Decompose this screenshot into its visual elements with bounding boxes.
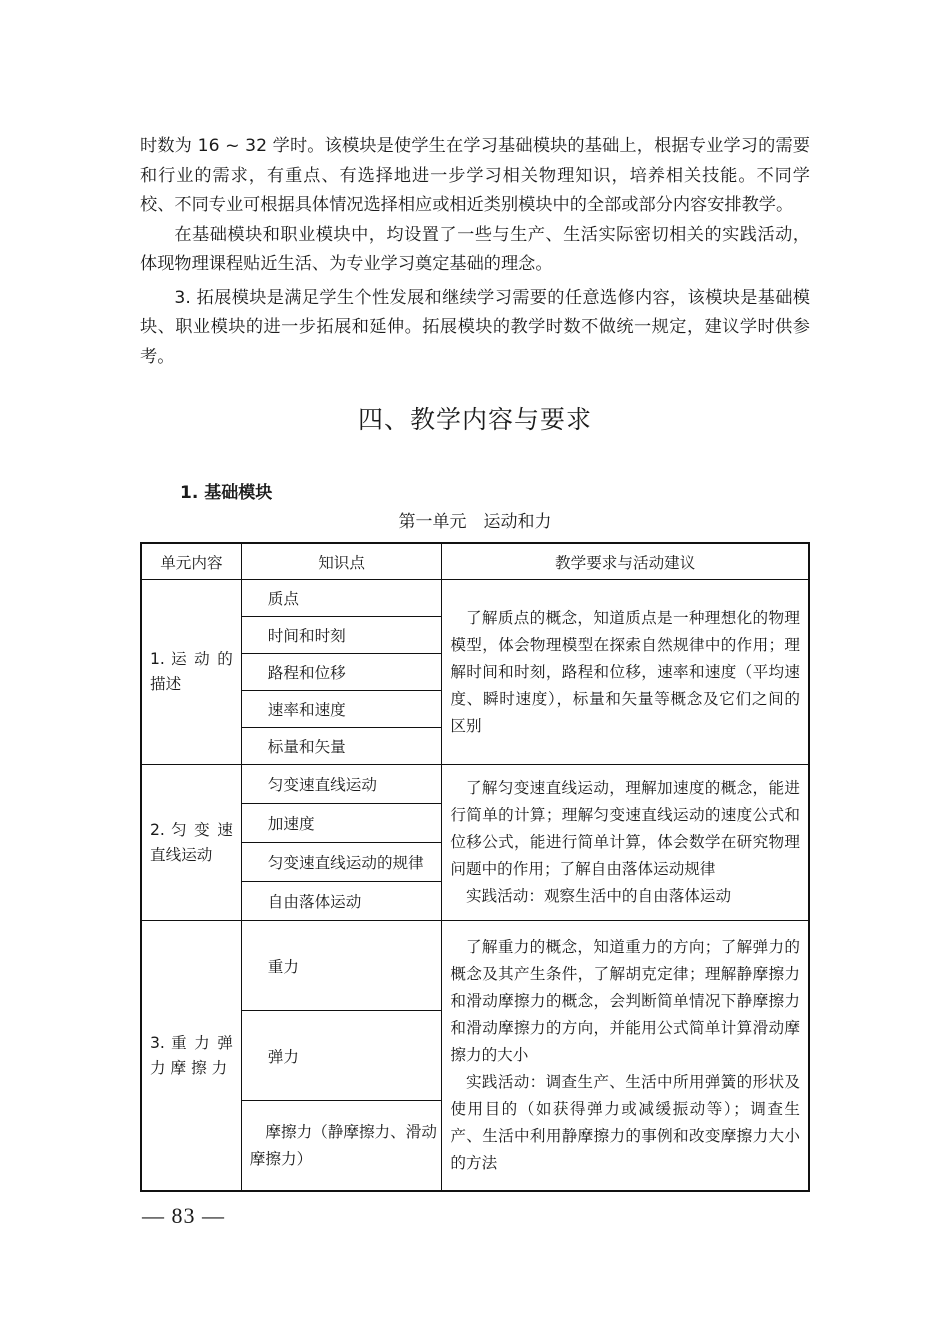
practice-activity-text: 实践活动：观察生活中的自由落体运动 — [465, 887, 732, 905]
knowledge-point: 速率和速度 — [241, 691, 442, 728]
unit-title: 第一单元 运动和力 — [398, 512, 552, 532]
table-row — [141, 580, 809, 617]
unit-cell: 2. 匀 变 速直线运动 — [141, 765, 241, 921]
practice-activity-text: 实践活动：调查生产、生活中所用弹簧的形状及使用目的（如获得弹力或减缓振动等）；调查生产、生活中利用静摩擦力的事例和改变摩擦力大小的方法 — [450, 1073, 800, 1172]
knowledge-point: 摩擦力（静摩擦力、滑动摩擦力） — [241, 1101, 442, 1192]
requirement-text: 了解重力的概念，知道重力的方向；了解弹力的概念及其产生条件，了解胡克定律；理解静摩擦力和滑动摩擦力的概念，会判断简单情况下静摩擦力和滑动摩擦力的方向，并能用公式简单计算滑动摩擦力的大小 — [450, 938, 800, 1064]
header-requirements: 教学要求与活动建议 — [442, 543, 809, 580]
requirement-text: 了解匀变速直线运动，理解加速度的概念，能进行简单的计算；理解匀变速直线运动的速度公式和位移公式，能进行简单计算，体会数学在研究物理问题中的作用；了解自由落体运动规律 — [450, 779, 800, 878]
requirement-cell — [442, 765, 809, 921]
table-header-row — [141, 543, 809, 580]
knowledge-point: 重力 — [241, 921, 442, 1011]
page-number: — 83 — — [142, 1203, 225, 1228]
knowledge-point: 匀变速直线运动 — [241, 765, 442, 804]
knowledge-point: 匀变速直线运动的规律 — [241, 843, 442, 882]
table-row — [141, 921, 809, 1011]
knowledge-point: 弹力 — [241, 1011, 442, 1101]
unit-cell: 3. 重 力 弹 力 摩 擦 力 — [141, 921, 241, 1192]
table-row — [141, 765, 809, 804]
module-title: 1. 基础模块 — [180, 483, 273, 503]
knowledge-point: 路程和位移 — [241, 654, 442, 691]
page-body — [140, 132, 810, 1192]
knowledge-point: 质点 — [241, 580, 442, 617]
knowledge-point: 自由落体运动 — [241, 882, 442, 921]
requirement-cell — [442, 921, 809, 1192]
header-unit: 单元内容 — [141, 543, 241, 580]
header-points: 知识点 — [241, 543, 442, 580]
requirement-cell — [442, 580, 809, 765]
knowledge-point: 时间和时刻 — [241, 617, 442, 654]
paragraph-1: 时数为 16 ~ 32 学时。该模块是使学生在学习基础模块的基础上，根据专业学习的需要和行业的需求，有重点、有选择地进一步学习相关物理知识，培养相关技能。不同学校、不同专业可根据具体情况选择相应或相近类别模块中的全部或部分内容安排教学。 — [140, 136, 810, 215]
unit-cell: 1. 运 动 的描述 — [141, 580, 241, 765]
paragraph-2: 在基础模块和职业模块中，均设置了一些与生产、生活实际密切相关的实践活动，体现物理课程贴近生活、为专业学习奠定基础的理念。 — [140, 224, 810, 274]
paragraph-3: 3. 拓展模块是满足学生个性发展和继续学习需要的任意选修内容，该模块是基础模块、职业模块的进一步拓展和延伸。拓展模块的教学时数不做统一规定，建议学时供参考。 — [140, 287, 810, 367]
knowledge-point: 加速度 — [241, 804, 442, 843]
section-title: 四、教学内容与要求 — [357, 405, 592, 434]
content-table — [140, 542, 810, 1192]
knowledge-point: 标量和矢量 — [241, 728, 442, 765]
requirement-text: 了解质点的概念，知道质点是一种理想化的物理模型，体会物理模型在探索自然规律中的作用；理解时间和时刻，路程和位移，速率和速度（平均速度、瞬时速度），标量和矢量等概念及它们之间的区别 — [450, 608, 800, 735]
